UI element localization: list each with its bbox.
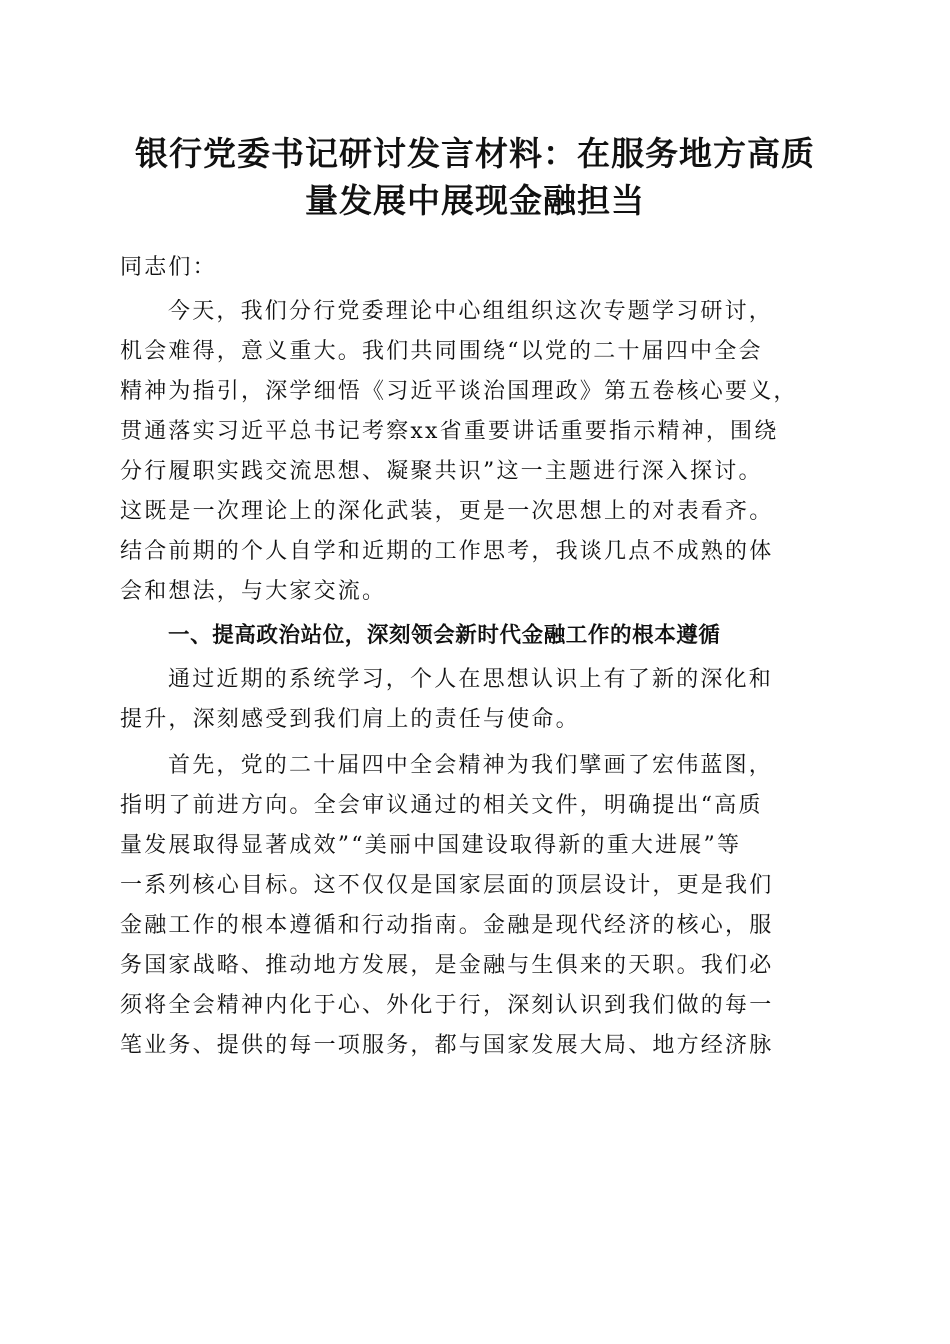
paragraph-line: 通过近期的系统学习，个人在思想认识上有了新的深化和 bbox=[168, 667, 774, 692]
paragraph-line: 一系列核心目标。这不仅仅是国家层面的顶层设计，更是我们 bbox=[120, 873, 774, 898]
paragraph-line: 机会难得，意义重大。我们共同围绕“以党的二十届四中全会 bbox=[120, 339, 763, 364]
paragraph-section1-intro bbox=[120, 660, 840, 740]
paragraph-line: 金融工作的根本遵循和行动指南。金融是现代经济的核心，服 bbox=[120, 913, 774, 938]
document-body bbox=[120, 248, 840, 1066]
paragraph-line: 须将全会精神内化于心、外化于行，深刻认识到我们做的每一 bbox=[120, 993, 774, 1018]
title-line-2: 量发展中展现金融担当 bbox=[305, 181, 645, 220]
paragraph-line: 提升，深刻感受到我们肩上的责任与使命。 bbox=[120, 707, 580, 732]
title-line-1: 银行党委书记研讨发言材料：在服务地方高质 bbox=[135, 134, 815, 173]
paragraph-first-point bbox=[120, 746, 840, 1066]
salutation: 同志们： bbox=[120, 255, 217, 280]
section-heading-1: 一、提高政治站位，深刻领会新时代金融工作的根本遵循 bbox=[168, 623, 721, 648]
paragraph-line: 量发展取得显著成效”“美丽中国建设取得新的重大进展”等 bbox=[120, 833, 742, 858]
paragraph-line: 今天，我们分行党委理论中心组组织这次专题学习研讨， bbox=[168, 299, 774, 324]
paragraph-intro bbox=[120, 292, 840, 612]
paragraph-line: 指明了前进方向。全会审议通过的相关文件，明确提出“高质 bbox=[120, 793, 763, 818]
paragraph-line: 贯通落实习近平总书记考察xx省重要讲话重要指示精神，围绕 bbox=[120, 419, 779, 444]
paragraph-line: 这既是一次理论上的深化武装，更是一次思想上的对表看齐。 bbox=[120, 499, 774, 524]
paragraph-line: 会和想法，与大家交流。 bbox=[120, 579, 387, 604]
paragraph-line: 首先，党的二十届四中全会精神为我们擘画了宏伟蓝图， bbox=[168, 753, 774, 778]
paragraph-line: 分行履职实践交流思想、凝聚共识”这一主题进行深入探讨。 bbox=[120, 459, 763, 484]
paragraph-line: 结合前期的个人自学和近期的工作思考，我谈几点不成熟的体 bbox=[120, 539, 774, 564]
paragraph-line: 笔业务、提供的每一项服务，都与国家发展大局、地方经济脉 bbox=[120, 1033, 774, 1058]
paragraph-line: 务国家战略、推动地方发展，是金融与生俱来的天职。我们必 bbox=[120, 953, 774, 978]
document-title bbox=[100, 130, 850, 224]
paragraph-line: 精神为指引，深学细悟《习近平谈治国理政》第五卷核心要义， bbox=[120, 379, 798, 404]
